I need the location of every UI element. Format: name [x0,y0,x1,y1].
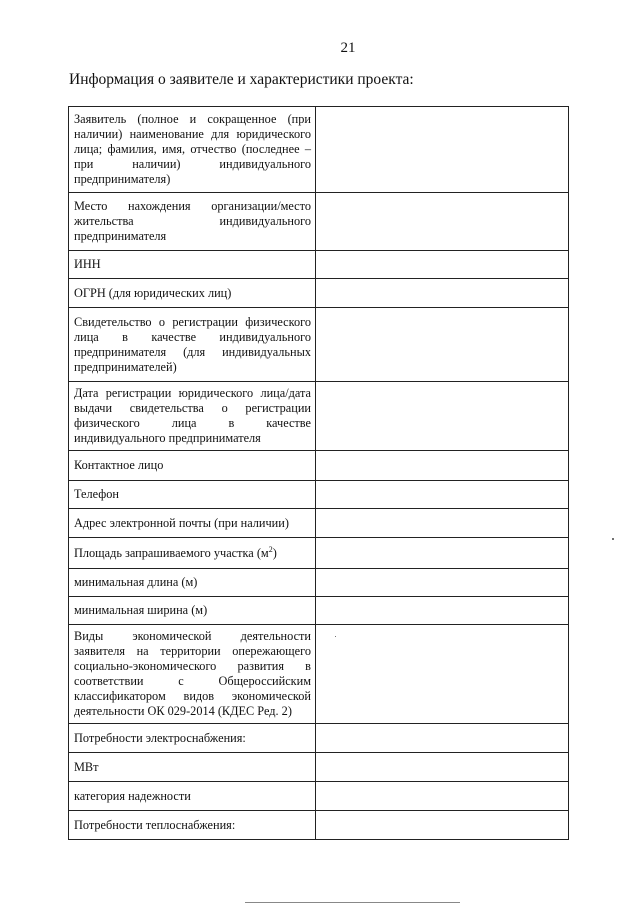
table-row [69,811,569,840]
row-value-power-needs[interactable] [316,724,569,753]
scan-speck [335,636,336,637]
row-value-min-width[interactable] [316,597,569,625]
table-row [69,724,569,753]
row-label-area [69,538,316,569]
row-label-ogrn: ОГРН (для юридических лиц) [69,279,316,308]
scan-speck [612,538,614,540]
row-value-applicant[interactable] [316,107,569,193]
row-value-inn[interactable] [316,251,569,279]
row-value-activity-types[interactable] [316,625,569,724]
row-label-certificate: Свидетельство о регистрации физического лица в качестве индивидуального предпринимателя (для индивидуальных предпринимателей) [69,308,316,382]
table-row [69,625,569,724]
row-label-location: Место нахождения организации/место жительства индивидуального предпринимателя [69,193,316,251]
row-value-reliability-category[interactable] [316,782,569,811]
area-label-superscript: 2 [268,544,273,554]
row-label-power-needs: Потребности электроснабжения: [69,724,316,753]
row-label-contact-person: Контактное лицо [69,451,316,481]
area-label-end: ) [272,545,277,560]
row-label-phone: Телефон [69,481,316,509]
scan-edge-line [245,902,460,903]
row-value-min-length[interactable] [316,569,569,597]
row-label-reliability-category: категория надежности [69,782,316,811]
row-label-min-width: минимальная ширина (м) [69,597,316,625]
row-label-registration-date: Дата регистрации юридического лица/дата выдачи свидетельства о регистрации физического лица в качестве индивидуального предпринимателя [69,382,316,451]
row-value-email[interactable] [316,509,569,538]
table-row [69,481,569,509]
row-value-contact-person[interactable] [316,451,569,481]
applicant-info-table [68,106,569,840]
row-value-area[interactable] [316,538,569,569]
area-label-text: Площадь запрашиваемого участка (м [74,545,269,560]
table-row [69,782,569,811]
row-label-heat-needs: Потребности теплоснабжения: [69,811,316,840]
table-row [69,382,569,451]
row-value-certificate[interactable] [316,308,569,382]
page-number: 21 [340,40,356,56]
row-label-inn: ИНН [69,251,316,279]
row-value-ogrn[interactable] [316,279,569,308]
section-heading: Информация о заявителе и характеристики проекта: [69,71,414,88]
table-row [69,279,569,308]
table-row [69,107,569,193]
row-label-min-length: минимальная длина (м) [69,569,316,597]
row-value-mw[interactable] [316,753,569,782]
row-label-applicant: Заявитель (полное и сокращенное (при наличии) наименование для юридического лица; фамилия, имя, отчество (последнее – при наличии) индивидуального предпринимателя) [69,107,316,193]
row-label-email: Адрес электронной почты (при наличии) [69,509,316,538]
row-value-heat-needs[interactable] [316,811,569,840]
row-value-registration-date[interactable] [316,382,569,451]
table-row [69,193,569,251]
row-value-phone[interactable] [316,481,569,509]
row-label-activity-types: Виды экономической деятельности заявителя на территории опережающего социально-экономического развития в соответствии с Общероссийским классификатором видов экономической деятельности ОК 029-2014 (КДЕС Ред. 2) [69,625,316,724]
table-row [69,569,569,597]
table-row [69,308,569,382]
row-label-mw: МВт [69,753,316,782]
table-row [69,509,569,538]
table-row [69,753,569,782]
table-row [69,597,569,625]
row-value-location[interactable] [316,193,569,251]
table-row [69,251,569,279]
table-row [69,538,569,569]
table-row [69,451,569,481]
